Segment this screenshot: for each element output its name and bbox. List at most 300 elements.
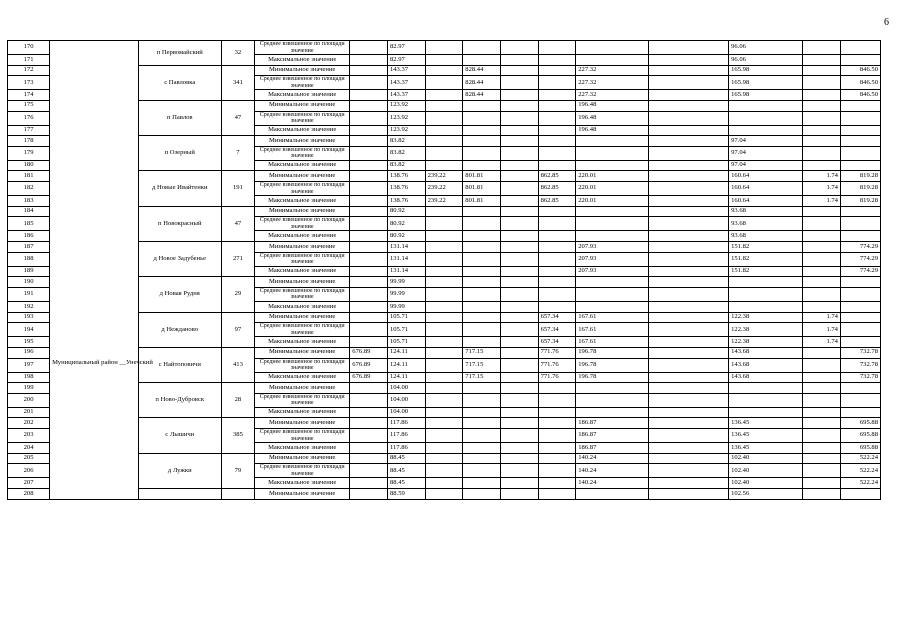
- value-cell: 828.44: [463, 90, 501, 101]
- value-cell: [500, 65, 538, 76]
- value-cell: [803, 125, 841, 136]
- value-cell: [350, 196, 388, 207]
- place-name: п Озерный: [138, 136, 221, 171]
- value-cell: [425, 464, 463, 478]
- value-cell: [500, 55, 538, 66]
- value-cell: [500, 171, 538, 182]
- value-cell: [350, 383, 388, 394]
- value-cell: 138.76: [387, 196, 425, 207]
- value-cell: [538, 266, 576, 277]
- value-cell: [803, 217, 841, 231]
- value-cell: 522.24: [840, 453, 880, 464]
- value-cell: 846.50: [840, 90, 880, 101]
- value-cell: 167.61: [576, 312, 649, 323]
- value-cell: 122.38: [729, 312, 803, 323]
- row-number: 187: [8, 242, 50, 253]
- value-cell: [350, 125, 388, 136]
- value-cell: [425, 146, 463, 160]
- value-cell: [840, 407, 880, 418]
- value-cell: 143.68: [729, 347, 803, 358]
- value-cell: [500, 337, 538, 348]
- value-cell: [729, 111, 803, 125]
- value-cell: [463, 125, 501, 136]
- value-cell: [649, 478, 729, 489]
- table-row: [8, 277, 881, 288]
- value-cell: [649, 111, 729, 125]
- value-cell: [425, 206, 463, 217]
- value-cell: 522.24: [840, 478, 880, 489]
- value-cell: [350, 146, 388, 160]
- value-cell: [576, 407, 649, 418]
- value-cell: [649, 337, 729, 348]
- value-cell: [425, 55, 463, 66]
- value-cell: 105.71: [387, 337, 425, 348]
- row-number: 199: [8, 383, 50, 394]
- value-cell: [538, 217, 576, 231]
- value-cell: [425, 217, 463, 231]
- value-cell: [538, 146, 576, 160]
- value-cell: 774.29: [840, 252, 880, 266]
- value-cell: [425, 489, 463, 500]
- indicator-label: Максимальное значение: [255, 337, 350, 348]
- value-cell: [500, 217, 538, 231]
- value-cell: [649, 65, 729, 76]
- indicator-label: Максимальное значение: [255, 160, 350, 171]
- value-cell: [649, 125, 729, 136]
- value-cell: [649, 407, 729, 418]
- population: 341: [221, 65, 254, 100]
- row-number: 178: [8, 136, 50, 147]
- value-cell: 801.81: [463, 196, 501, 207]
- value-cell: [350, 100, 388, 111]
- value-cell: [425, 407, 463, 418]
- value-cell: [649, 347, 729, 358]
- value-cell: 771.76: [538, 358, 576, 372]
- value-cell: [425, 76, 463, 90]
- value-cell: 99.99: [387, 277, 425, 288]
- value-cell: [538, 453, 576, 464]
- value-cell: 676.89: [350, 358, 388, 372]
- value-cell: 136.45: [729, 443, 803, 454]
- row-number: 175: [8, 100, 50, 111]
- value-cell: 717.15: [463, 358, 501, 372]
- value-cell: [500, 418, 538, 429]
- value-cell: [840, 217, 880, 231]
- population: 97: [221, 312, 254, 347]
- table-row: [8, 242, 881, 253]
- value-cell: 220.01: [576, 182, 649, 196]
- value-cell: [500, 100, 538, 111]
- indicator-label: Среднее взвешенное по площади значение: [255, 252, 350, 266]
- value-cell: [500, 489, 538, 500]
- value-cell: [500, 252, 538, 266]
- value-cell: [463, 312, 501, 323]
- value-cell: [649, 242, 729, 253]
- value-cell: 227.32: [576, 65, 649, 76]
- value-cell: [463, 478, 501, 489]
- row-number: 197: [8, 358, 50, 372]
- value-cell: 1.74: [803, 196, 841, 207]
- value-cell: [463, 100, 501, 111]
- value-cell: [350, 90, 388, 101]
- value-cell: [425, 252, 463, 266]
- value-cell: [463, 489, 501, 500]
- value-cell: 88.59: [387, 489, 425, 500]
- indicator-label: Минимальное значение: [255, 277, 350, 288]
- value-cell: [425, 41, 463, 55]
- value-cell: [649, 277, 729, 288]
- value-cell: 117.86: [387, 443, 425, 454]
- row-number: 202: [8, 418, 50, 429]
- indicator-label: Максимальное значение: [255, 301, 350, 312]
- value-cell: [500, 443, 538, 454]
- value-cell: [576, 217, 649, 231]
- value-cell: 143.68: [729, 358, 803, 372]
- value-cell: [649, 323, 729, 337]
- value-cell: 227.32: [576, 90, 649, 101]
- value-cell: [538, 287, 576, 301]
- value-cell: 151.82: [729, 242, 803, 253]
- values-table: [7, 40, 881, 500]
- value-cell: 1.74: [803, 337, 841, 348]
- value-cell: [840, 41, 880, 55]
- value-cell: [803, 55, 841, 66]
- indicator-label: Среднее взвешенное по площади значение: [255, 393, 350, 407]
- value-cell: [350, 443, 388, 454]
- value-cell: 862.85: [538, 182, 576, 196]
- value-cell: [463, 55, 501, 66]
- value-cell: 522.24: [840, 464, 880, 478]
- value-cell: [425, 90, 463, 101]
- value-cell: [803, 231, 841, 242]
- value-cell: [803, 90, 841, 101]
- indicator-label: Среднее взвешенное по площади значение: [255, 76, 350, 90]
- value-cell: [500, 41, 538, 55]
- value-cell: [350, 182, 388, 196]
- value-cell: [350, 453, 388, 464]
- value-cell: [576, 383, 649, 394]
- value-cell: 165.98: [729, 76, 803, 90]
- place-name: с Лышичи: [138, 418, 221, 453]
- value-cell: [425, 372, 463, 383]
- value-cell: 140.24: [576, 478, 649, 489]
- value-cell: [350, 464, 388, 478]
- value-cell: [840, 125, 880, 136]
- population: 29: [221, 277, 254, 312]
- value-cell: [803, 464, 841, 478]
- row-number: 192: [8, 301, 50, 312]
- value-cell: [463, 443, 501, 454]
- row-number: 185: [8, 217, 50, 231]
- indicator-label: Максимальное значение: [255, 55, 350, 66]
- value-cell: [538, 252, 576, 266]
- value-cell: [649, 76, 729, 90]
- value-cell: [576, 55, 649, 66]
- value-cell: [463, 136, 501, 147]
- value-cell: [350, 111, 388, 125]
- place-name: д Лужки: [138, 453, 221, 488]
- value-cell: [803, 206, 841, 217]
- value-cell: 143.37: [387, 90, 425, 101]
- indicator-label: Максимальное значение: [255, 478, 350, 489]
- value-cell: [538, 100, 576, 111]
- value-cell: 160.64: [729, 196, 803, 207]
- value-cell: [803, 100, 841, 111]
- indicator-label: Среднее взвешенное по площади значение: [255, 146, 350, 160]
- value-cell: [463, 393, 501, 407]
- value-cell: [538, 489, 576, 500]
- indicator-label: Максимальное значение: [255, 372, 350, 383]
- indicator-label: Минимальное значение: [255, 312, 350, 323]
- value-cell: [576, 136, 649, 147]
- value-cell: 165.98: [729, 65, 803, 76]
- place-name: п Павлов: [138, 100, 221, 135]
- value-cell: [500, 453, 538, 464]
- value-cell: [425, 136, 463, 147]
- value-cell: [425, 301, 463, 312]
- value-cell: 657.34: [538, 312, 576, 323]
- value-cell: 138.76: [387, 182, 425, 196]
- value-cell: [576, 231, 649, 242]
- value-cell: 123.92: [387, 111, 425, 125]
- value-cell: 657.34: [538, 323, 576, 337]
- value-cell: [649, 100, 729, 111]
- table-row: [8, 347, 881, 358]
- population: 47: [221, 206, 254, 241]
- value-cell: [463, 453, 501, 464]
- value-cell: 96.06: [729, 41, 803, 55]
- value-cell: [500, 76, 538, 90]
- table-row: [8, 41, 881, 55]
- population: 191: [221, 171, 254, 206]
- value-cell: [425, 125, 463, 136]
- value-cell: [729, 407, 803, 418]
- district-cell: [50, 41, 153, 500]
- value-cell: 657.34: [538, 337, 576, 348]
- value-cell: [350, 266, 388, 277]
- value-cell: 88.45: [387, 453, 425, 464]
- value-cell: [840, 312, 880, 323]
- value-cell: 717.15: [463, 372, 501, 383]
- value-cell: [649, 41, 729, 55]
- value-cell: [840, 111, 880, 125]
- value-cell: [649, 489, 729, 500]
- value-cell: 102.40: [729, 453, 803, 464]
- value-cell: [729, 383, 803, 394]
- population: 79: [221, 453, 254, 488]
- value-cell: 88.45: [387, 478, 425, 489]
- value-cell: [500, 182, 538, 196]
- row-number: 182: [8, 182, 50, 196]
- value-cell: 99.99: [387, 301, 425, 312]
- value-cell: [803, 287, 841, 301]
- indicator-label: Среднее взвешенное по площади значение: [255, 217, 350, 231]
- value-cell: [576, 287, 649, 301]
- value-cell: [538, 41, 576, 55]
- value-cell: 140.24: [576, 453, 649, 464]
- value-cell: 167.61: [576, 323, 649, 337]
- value-cell: 227.32: [576, 76, 649, 90]
- value-cell: 207.93: [576, 266, 649, 277]
- value-cell: 771.76: [538, 347, 576, 358]
- value-cell: [425, 453, 463, 464]
- value-cell: [649, 206, 729, 217]
- value-cell: 97.04: [729, 136, 803, 147]
- place-name: д Новое Задубенье: [138, 242, 221, 277]
- value-cell: [649, 55, 729, 66]
- value-cell: [840, 55, 880, 66]
- value-cell: [538, 76, 576, 90]
- place-name: д Новые Ивайтенки: [138, 171, 221, 206]
- value-cell: 732.78: [840, 358, 880, 372]
- value-cell: [350, 287, 388, 301]
- value-cell: 93.68: [729, 217, 803, 231]
- indicator-label: Минимальное значение: [255, 489, 350, 500]
- district-label: Муниципальный район __Унечский: [52, 359, 153, 366]
- row-number: 172: [8, 65, 50, 76]
- value-cell: [425, 242, 463, 253]
- value-cell: 136.45: [729, 429, 803, 443]
- value-cell: [649, 429, 729, 443]
- value-cell: 1.74: [803, 323, 841, 337]
- value-cell: [463, 301, 501, 312]
- value-cell: 151.82: [729, 252, 803, 266]
- value-cell: 138.76: [387, 171, 425, 182]
- value-cell: [500, 393, 538, 407]
- value-cell: [463, 242, 501, 253]
- value-cell: 676.89: [350, 347, 388, 358]
- value-cell: 862.85: [538, 196, 576, 207]
- indicator-label: Минимальное значение: [255, 65, 350, 76]
- value-cell: [500, 347, 538, 358]
- value-cell: [463, 266, 501, 277]
- table-row: [8, 383, 881, 394]
- value-cell: 220.01: [576, 196, 649, 207]
- row-number: 170: [8, 41, 50, 55]
- value-cell: [803, 453, 841, 464]
- value-cell: 82.97: [387, 55, 425, 66]
- value-cell: 143.37: [387, 76, 425, 90]
- value-cell: [803, 347, 841, 358]
- value-cell: 165.98: [729, 90, 803, 101]
- value-cell: [538, 407, 576, 418]
- indicator-label: Минимальное значение: [255, 100, 350, 111]
- value-cell: [803, 76, 841, 90]
- value-cell: [840, 393, 880, 407]
- value-cell: 186.87: [576, 418, 649, 429]
- value-cell: 80.92: [387, 217, 425, 231]
- indicator-label: Максимальное значение: [255, 90, 350, 101]
- value-cell: 676.89: [350, 372, 388, 383]
- row-number: 201: [8, 407, 50, 418]
- value-cell: [500, 358, 538, 372]
- value-cell: [538, 383, 576, 394]
- value-cell: [840, 160, 880, 171]
- value-cell: 151.82: [729, 266, 803, 277]
- value-cell: 143.68: [729, 372, 803, 383]
- value-cell: 123.92: [387, 125, 425, 136]
- value-cell: 196.78: [576, 372, 649, 383]
- value-cell: [803, 383, 841, 394]
- indicator-label: Максимальное значение: [255, 196, 350, 207]
- indicator-label: Среднее взвешенное по площади значение: [255, 287, 350, 301]
- value-cell: [425, 323, 463, 337]
- row-number: 196: [8, 347, 50, 358]
- indicator-label: Среднее взвешенное по площади значение: [255, 429, 350, 443]
- value-cell: [649, 252, 729, 266]
- value-cell: 102.40: [729, 464, 803, 478]
- value-cell: [538, 111, 576, 125]
- value-cell: [500, 242, 538, 253]
- value-cell: [425, 383, 463, 394]
- row-number: 181: [8, 171, 50, 182]
- value-cell: [576, 206, 649, 217]
- value-cell: [649, 372, 729, 383]
- row-number: 186: [8, 231, 50, 242]
- value-cell: [463, 287, 501, 301]
- row-number: 183: [8, 196, 50, 207]
- population: 385: [221, 418, 254, 453]
- value-cell: 131.14: [387, 252, 425, 266]
- value-cell: [425, 358, 463, 372]
- value-cell: [538, 206, 576, 217]
- table-row: [8, 453, 881, 464]
- value-cell: 104.00: [387, 407, 425, 418]
- value-cell: [803, 358, 841, 372]
- value-cell: [538, 277, 576, 288]
- value-cell: [463, 464, 501, 478]
- value-cell: [500, 464, 538, 478]
- value-cell: [500, 287, 538, 301]
- value-cell: 99.99: [387, 287, 425, 301]
- indicator-label: Минимальное значение: [255, 347, 350, 358]
- value-cell: [500, 231, 538, 242]
- indicator-label: Минимальное значение: [255, 171, 350, 182]
- value-cell: 196.78: [576, 358, 649, 372]
- value-cell: 123.92: [387, 100, 425, 111]
- value-cell: 732.78: [840, 347, 880, 358]
- row-number: 184: [8, 206, 50, 217]
- value-cell: [463, 277, 501, 288]
- value-cell: [840, 231, 880, 242]
- indicator-label: Среднее взвешенное по площади значение: [255, 358, 350, 372]
- value-cell: [425, 478, 463, 489]
- value-cell: [649, 146, 729, 160]
- value-cell: [425, 443, 463, 454]
- value-cell: [350, 76, 388, 90]
- table-row: [8, 418, 881, 429]
- row-number: 193: [8, 312, 50, 323]
- value-cell: 104.00: [387, 383, 425, 394]
- value-cell: [463, 206, 501, 217]
- page-number: 6: [884, 17, 889, 28]
- value-cell: [840, 287, 880, 301]
- value-cell: 801.81: [463, 171, 501, 182]
- value-cell: [649, 453, 729, 464]
- value-cell: [500, 323, 538, 337]
- value-cell: [649, 90, 729, 101]
- value-cell: [463, 41, 501, 55]
- value-cell: [576, 160, 649, 171]
- value-cell: 196.78: [576, 347, 649, 358]
- value-cell: 239.22: [425, 196, 463, 207]
- value-cell: [425, 160, 463, 171]
- value-cell: [538, 136, 576, 147]
- value-cell: [425, 347, 463, 358]
- value-cell: 819.28: [840, 171, 880, 182]
- value-cell: [803, 429, 841, 443]
- value-cell: [803, 478, 841, 489]
